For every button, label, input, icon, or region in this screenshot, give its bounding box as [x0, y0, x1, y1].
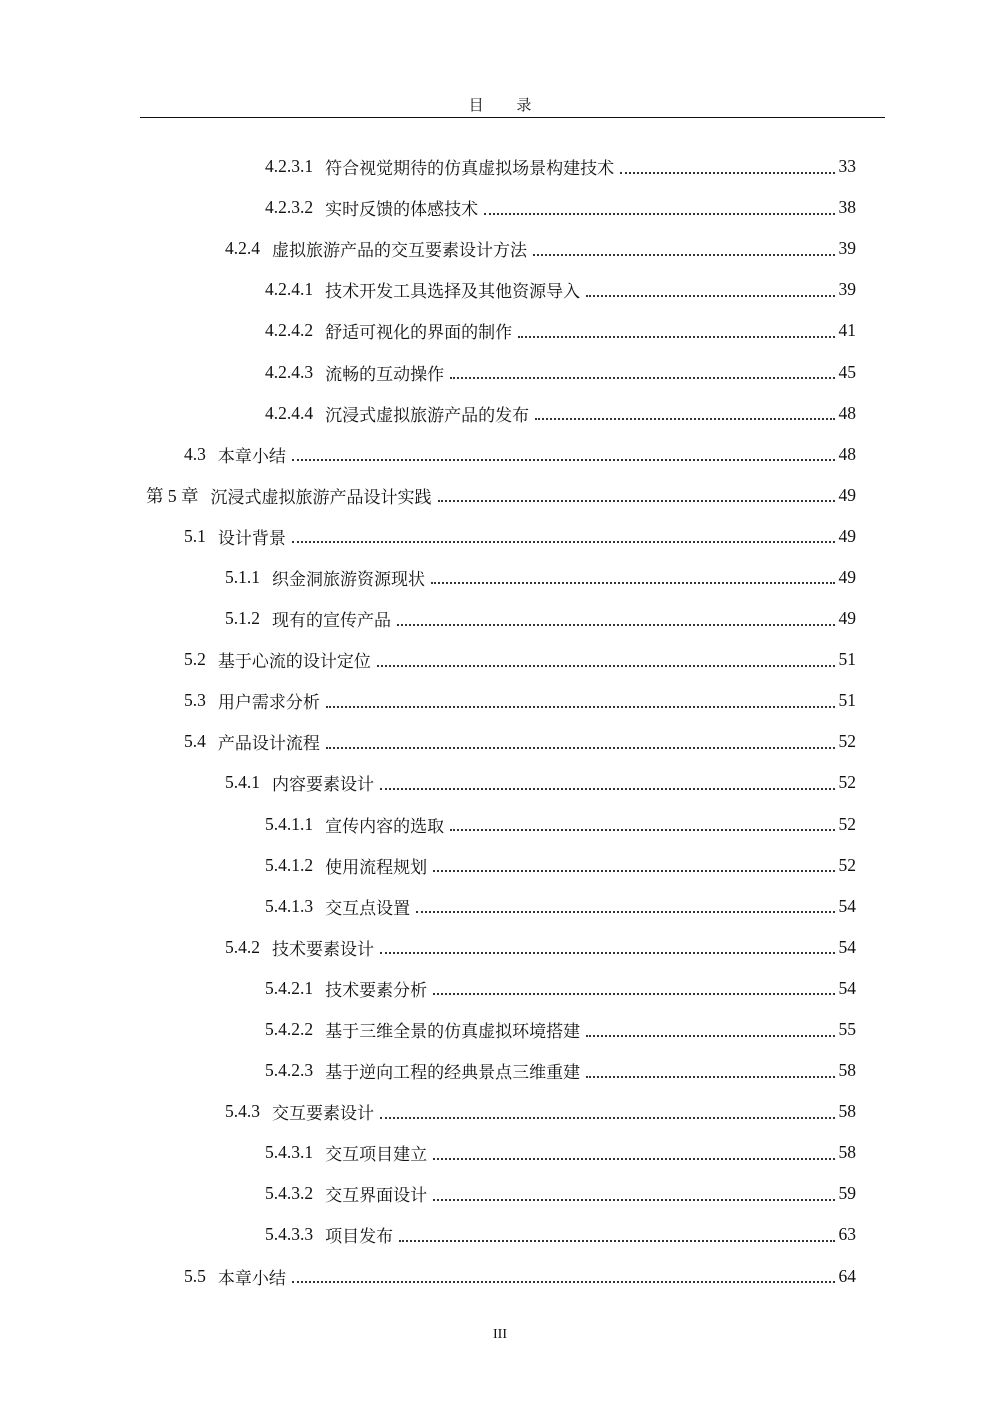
toc-entry-title: 织金洞旅游资源现状	[272, 569, 425, 590]
toc-entry-number: 5.4.1.2	[265, 854, 314, 875]
toc-dot-leader	[450, 377, 834, 379]
toc-entry[interactable]	[0, 1091, 1000, 1132]
toc-entry-title: 交互要素设计	[272, 1104, 374, 1125]
toc-entry-page: 51	[838, 649, 856, 670]
toc-entry-number: 5.4.1.1	[265, 813, 314, 834]
toc-entry[interactable]	[0, 639, 1000, 680]
toc-entry-page: 48	[838, 443, 856, 464]
toc-entry[interactable]	[0, 598, 1000, 639]
toc-entry[interactable]	[0, 845, 1000, 886]
toc-entry[interactable]	[0, 516, 1000, 557]
toc-entry-page: 55	[838, 1019, 856, 1040]
toc-entry-title: 使用流程规划	[325, 857, 428, 878]
toc-entry-page: 54	[838, 895, 856, 916]
toc-entry-page: 54	[838, 977, 856, 998]
toc-entry[interactable]	[0, 927, 1000, 968]
toc-entry-number: 5.4.2.3	[265, 1060, 314, 1081]
toc-entry-page: 41	[838, 320, 856, 341]
toc-dot-leader	[399, 1240, 834, 1242]
toc-entry[interactable]	[0, 557, 1000, 598]
toc-entry-number: 4.3	[184, 443, 206, 464]
toc-entry-number: 5.4.3.3	[265, 1224, 314, 1245]
toc-entry-page: 58	[838, 1142, 856, 1163]
toc-entry-title: 基于心流的设计定位	[217, 652, 371, 673]
toc-entry-title: 内容要素设计	[272, 775, 374, 796]
toc-entry-title: 设计背景	[217, 528, 286, 549]
toc-entry-title: 基于三维全景的仿真虚拟环境搭建	[325, 1022, 581, 1043]
toc-entry-number: 5.4.1	[225, 772, 260, 793]
toc-entry-title: 宣传内容的选取	[325, 816, 445, 837]
toc-entry[interactable]	[0, 804, 1000, 845]
toc-dot-leader	[586, 1035, 834, 1037]
toc-entry-title: 技术要素设计	[272, 939, 374, 960]
toc-entry-number: 5.4.3	[225, 1101, 260, 1122]
toc-entry[interactable]	[0, 269, 1000, 310]
toc-entry-page: 64	[838, 1265, 856, 1286]
toc-entry-number: 5.5	[184, 1265, 206, 1286]
toc-dot-leader	[380, 788, 835, 790]
toc-dot-leader	[518, 336, 834, 338]
toc-dot-leader	[433, 1158, 834, 1160]
toc-entry-page: 39	[838, 238, 856, 259]
header-divider	[140, 117, 885, 118]
toc-dot-leader	[433, 870, 834, 872]
toc-dot-leader	[620, 172, 834, 174]
toc-entry-page: 33	[838, 156, 856, 177]
toc-entry-page: 52	[838, 854, 856, 875]
toc-dot-leader	[431, 582, 835, 584]
toc-dot-leader	[535, 418, 834, 420]
toc-entry-number: 5.3	[184, 690, 206, 711]
toc-dot-leader	[438, 500, 835, 502]
toc-entry-page: 52	[838, 813, 856, 834]
toc-entry-number: 5.4.2	[225, 936, 260, 957]
toc-dot-leader	[484, 213, 834, 215]
toc-dot-leader	[416, 911, 834, 913]
toc-dot-leader	[292, 459, 835, 461]
toc-entry-title: 基于逆向工程的经典景点三维重建	[325, 1063, 581, 1084]
toc-entry[interactable]	[0, 187, 1000, 228]
toc-entry-number: 5.2	[184, 649, 206, 670]
toc-dot-leader	[586, 1076, 834, 1078]
toc-entry[interactable]	[0, 475, 1000, 516]
toc-entry-title: 沉浸式虚拟旅游产品设计实践	[210, 487, 432, 508]
toc-entry[interactable]	[0, 351, 1000, 392]
toc-entry-title: 流畅的互动操作	[325, 364, 445, 385]
toc-entry-number: 5.4	[184, 731, 206, 752]
toc-entry-number: 第 5 章	[146, 485, 199, 506]
toc-entry-number: 4.2.4.1	[265, 279, 314, 300]
toc-entry-title: 交互项目建立	[325, 1145, 428, 1166]
toc-entry-page: 51	[838, 690, 856, 711]
toc-entry-title: 实时反馈的体感技术	[325, 200, 479, 221]
toc-entry-number: 4.2.3.1	[265, 156, 314, 177]
toc-entry-title: 虚拟旅游产品的交互要素设计方法	[272, 241, 527, 262]
toc-dot-leader	[433, 993, 834, 995]
toc-dot-leader	[433, 1199, 834, 1201]
toc-entry-title: 项目发布	[325, 1227, 394, 1248]
toc-entry-page: 45	[838, 361, 856, 382]
toc-dot-leader	[533, 254, 835, 256]
toc-dot-leader	[326, 706, 835, 708]
toc-entry-number: 5.4.2.1	[265, 977, 314, 998]
toc-entry[interactable]	[0, 393, 1000, 434]
toc-entry[interactable]	[0, 228, 1000, 269]
toc-entry[interactable]	[0, 1256, 1000, 1297]
toc-dot-leader	[586, 295, 834, 297]
toc-entry-page: 54	[838, 936, 856, 957]
toc-entry[interactable]	[0, 721, 1000, 762]
toc-entry-number: 5.4.3.1	[265, 1142, 314, 1163]
toc-entry-page: 38	[838, 197, 856, 218]
toc-dot-leader	[377, 665, 835, 667]
toc-entry-page: 39	[838, 279, 856, 300]
toc-entry-number: 5.4.2.2	[265, 1019, 314, 1040]
toc-entry-page: 52	[838, 731, 856, 752]
toc-entry-title: 沉浸式虚拟旅游产品的发布	[325, 405, 530, 426]
toc-dot-leader	[292, 1281, 835, 1283]
toc-entry-number: 5.1.2	[225, 608, 260, 629]
toc-entry[interactable]	[0, 968, 1000, 1009]
toc-entry-page: 49	[838, 525, 856, 546]
toc-entry-number: 4.2.4.4	[265, 402, 314, 423]
toc-entry-number: 4.2.4	[225, 238, 260, 259]
toc-entry-page: 58	[838, 1060, 856, 1081]
toc-entry-title: 本章小结	[217, 1268, 286, 1289]
toc-entry[interactable]	[0, 1009, 1000, 1050]
toc-entry-page: 63	[838, 1224, 856, 1245]
toc-entry-page: 52	[838, 772, 856, 793]
toc-entry-number: 4.2.4.3	[265, 361, 314, 382]
toc-entry[interactable]	[0, 1050, 1000, 1091]
toc-entry[interactable]	[0, 434, 1000, 475]
toc-dot-leader	[292, 541, 835, 543]
toc-entry-title: 交互界面设计	[325, 1186, 428, 1207]
toc-entry-page: 48	[838, 402, 856, 423]
page-number: III	[493, 1327, 507, 1342]
toc-entry[interactable]	[0, 1132, 1000, 1173]
toc-entry-page: 49	[838, 608, 856, 629]
toc-dot-leader	[380, 1117, 835, 1119]
toc-entry-page: 58	[838, 1101, 856, 1122]
toc-dot-leader	[326, 747, 835, 749]
toc-entry[interactable]	[0, 680, 1000, 721]
toc-entry[interactable]	[0, 762, 1000, 803]
toc-entry-title: 交互点设置	[325, 898, 411, 919]
toc-entry[interactable]	[0, 886, 1000, 927]
toc-entry-number: 5.4.3.2	[265, 1183, 314, 1204]
toc-entry-title: 现有的宣传产品	[272, 611, 391, 632]
toc-entry[interactable]	[0, 1214, 1000, 1255]
toc-entry-page: 49	[838, 566, 856, 587]
page-header-title: 目 录	[468, 96, 546, 114]
toc-entry-number: 5.4.1.3	[265, 895, 314, 916]
toc-entry-number: 5.1	[184, 525, 206, 546]
toc-dot-leader	[380, 952, 835, 954]
toc-entry[interactable]	[0, 310, 1000, 351]
toc-entry-number: 4.2.3.2	[265, 197, 314, 218]
toc-entry-title: 技术开发工具选择及其他资源导入	[325, 282, 581, 303]
toc-entry-title: 产品设计流程	[217, 734, 320, 755]
toc-dot-leader	[397, 624, 835, 626]
toc-entry-title: 用户需求分析	[217, 693, 320, 714]
toc-entry-title: 技术要素分析	[325, 980, 428, 1001]
toc-entry-title: 符合视觉期待的仿真虚拟场景构建技术	[325, 159, 615, 180]
toc-dot-leader	[450, 829, 834, 831]
toc-entry[interactable]	[0, 1173, 1000, 1214]
toc-entry-title: 本章小结	[217, 446, 286, 467]
toc-entry-page: 59	[838, 1183, 856, 1204]
table-of-contents	[0, 146, 1000, 1297]
toc-entry-number: 5.1.1	[225, 566, 260, 587]
toc-entry-page: 49	[838, 484, 856, 505]
toc-entry-title: 舒适可视化的界面的制作	[325, 323, 513, 344]
toc-entry-number: 4.2.4.2	[265, 320, 314, 341]
toc-entry[interactable]	[0, 146, 1000, 187]
